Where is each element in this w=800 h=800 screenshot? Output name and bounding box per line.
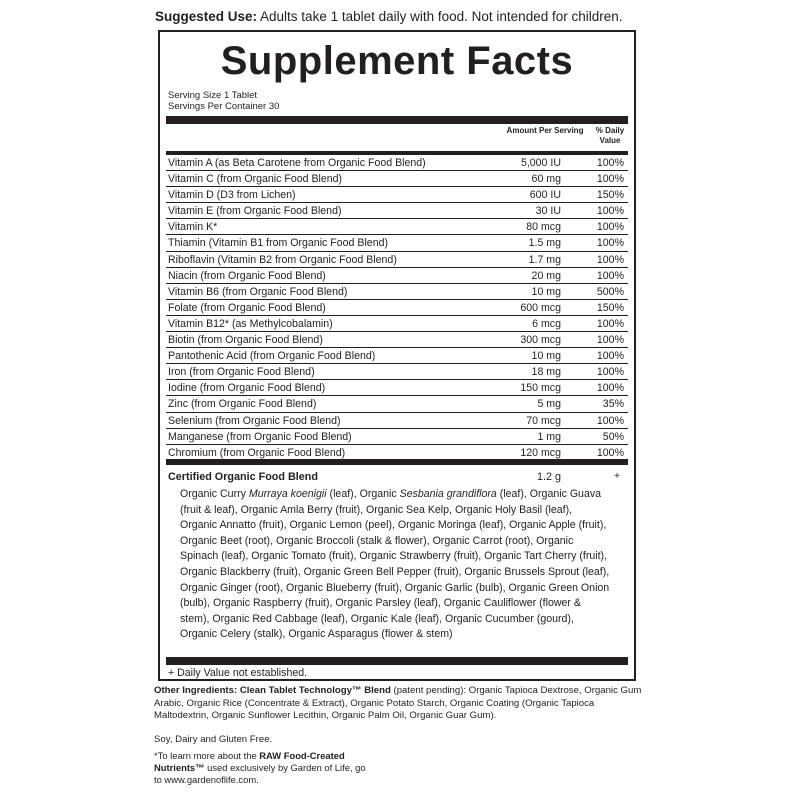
nutrient-name: Iodine (from Organic Food Blend) [168, 382, 326, 395]
nutrient-amount: 150 mcg [520, 382, 561, 395]
nutrient-daily-value: 100% [596, 317, 624, 330]
nutrient-amount: 1 mg [537, 430, 561, 443]
nutrient-amount: 30 IU [535, 205, 561, 218]
column-header-daily-value: % Daily Value [595, 126, 625, 145]
ingredient-text: (leaf), Organic Guava (fruit & leaf), Organic Amla Berry (fruit), Organic Sea Kelp, Organic Holy Basil (leaf), Organic Annatto (fruit), Organic Lemon (peel), Organic Moringa (leaf), Organic Apple (fruit), Organic Beet (root), Organic Broccoli (stalk & flower), Organic Carrot (root), Organic Spinach (leaf), Organic Tomato (fruit), Organic Strawberry (fruit), Organic Tart Cherry (fruit), Organic Blackberry (fruit), Organic Green Bell Pepper (fruit), Organic Brussels Sprout (leaf), Organic Ginger (root), Organic Blueberry (fruit), Organic Garlic (bulb), Organic Green Onion (bulb), Organic Raspberry (fruit), Organic Parsley (leaf), Organic Cauliflower (flower & stem), Organic Red Cabbage (leaf), Organic Kale (leaf), Organic Cucumber (gourd), Organic Celery (stalk), Organic Asparagus (flower & stem) [180, 488, 610, 641]
nutrient-row [166, 252, 628, 268]
blend-amount: 1.2 g [536, 471, 561, 483]
nutrient-name: Vitamin B6 (from Organic Food Blend) [168, 285, 348, 298]
nutrient-daily-value: 100% [596, 253, 624, 266]
serving-size: Serving Size 1 Tablet [168, 90, 258, 101]
ingredient-text: Organic Curry [180, 488, 249, 500]
nutrient-daily-value: 100% [596, 366, 624, 379]
other-ingredients [154, 685, 644, 723]
nutrient-row [166, 187, 628, 203]
nutrient-amount: 5 mg [537, 398, 561, 411]
allergen-statement: Soy, Dairy and Gluten Free. [154, 734, 273, 745]
nutrient-amount: 18 mg [531, 366, 561, 379]
nutrient-daily-value: 100% [596, 350, 624, 363]
learn-more-note [154, 750, 374, 786]
nutrient-name: Riboflavin (Vitamin B2 from Organic Food Blend) [168, 253, 397, 266]
daily-value-footnote: + Daily Value not established. [168, 667, 308, 679]
learn-more-suffix: used exclusively by Garden of Life, go to www.gardenoflife.com. [154, 762, 366, 785]
nutrient-amount: 5,000 IU [520, 157, 561, 169]
nutrient-name: Vitamin E (from Organic Food Blend) [168, 205, 342, 218]
nutrient-daily-value: 100% [596, 205, 624, 218]
nutrient-daily-value: 100% [596, 237, 624, 250]
panel-title: Supplement Facts [220, 39, 574, 83]
nutrient-daily-value: 35% [602, 398, 624, 411]
nutrient-daily-value: 100% [596, 334, 624, 347]
nutrient-daily-value: 100% [596, 269, 624, 282]
nutrient-amount: 80 mcg [526, 221, 561, 234]
nutrient-daily-value: 100% [596, 221, 624, 234]
servings-per-container: Servings Per Container 30 [168, 101, 280, 112]
nutrient-amount: 120 mcg [520, 446, 561, 459]
suggested-use [155, 8, 655, 26]
nutrient-row [166, 171, 628, 187]
nutrient-row [166, 364, 628, 380]
nutrient-daily-value: 100% [596, 173, 624, 186]
other-ingredients-label: Other Ingredients: Clean Tablet Technology™ Blend [154, 685, 391, 696]
nutrient-row [166, 268, 628, 284]
serving-info [168, 90, 279, 112]
other-ingredients-text: (patent pending): Organic Tapioca Dextrose, Organic Gum Arabic, Organic Rice (Concentrate & Extract), Organic Potato Starch, Organic Coating (Organic Tapioca Maltodextrin, Organic Sunflower Lecithin, Organic Palm Oil, Organic Guar Gum). [154, 685, 642, 721]
learn-more-prefix: *To learn more about the [154, 750, 260, 761]
nutrient-amount: 600 mcg [520, 301, 561, 314]
suggested-use-label: Suggested Use: [155, 9, 258, 24]
nutrient-amount: 6 mcg [532, 317, 561, 330]
nutrient-row [166, 413, 628, 429]
nutrient-name: Chromium (from Organic Food Blend) [168, 446, 346, 459]
nutrient-name: Folate (from Organic Food Blend) [168, 301, 326, 314]
blend-row [168, 469, 628, 485]
nutrient-row [166, 155, 628, 171]
nutrient-table [166, 155, 628, 461]
nutrient-name: Vitamin A (as Beta Carotene from Organic Food Blend) [168, 157, 426, 169]
column-header-amount: Amount Per Serving [506, 126, 584, 135]
supplement-facts-panel [158, 30, 636, 681]
nutrient-row [166, 429, 628, 445]
nutrient-row [166, 219, 628, 235]
nutrient-amount: 600 IU [529, 189, 561, 202]
nutrient-amount: 70 mcg [526, 414, 561, 427]
nutrient-row [166, 235, 628, 251]
nutrient-amount: 10 mg [531, 285, 561, 298]
nutrient-name: Iron (from Organic Food Blend) [168, 366, 315, 379]
nutrient-amount: 60 mg [531, 173, 561, 186]
nutrient-amount: 1.7 mg [528, 253, 561, 266]
nutrient-row [166, 348, 628, 364]
nutrient-amount: 20 mg [531, 269, 561, 282]
learn-more-bold: RAW Food-Created Nutrients™ [154, 750, 345, 773]
blend-ingredients [180, 487, 610, 643]
blend-daily-value: + [614, 471, 620, 482]
suggested-use-text: Adults take 1 tablet daily with food. Not intended for children. [257, 9, 623, 24]
divider-blend [166, 459, 628, 465]
nutrient-daily-value: 150% [596, 301, 624, 314]
nutrient-amount: 10 mg [531, 350, 561, 363]
nutrient-name: Manganese (from Organic Food Blend) [168, 430, 352, 443]
nutrient-daily-value: 150% [596, 189, 624, 202]
nutrient-daily-value: 100% [596, 157, 624, 169]
ingredient-text: (leaf), Organic [326, 488, 400, 500]
nutrient-name: Niacin (from Organic Food Blend) [168, 269, 326, 282]
nutrient-row [166, 380, 628, 396]
nutrient-row [166, 203, 628, 219]
nutrient-amount: 1.5 mg [528, 237, 561, 250]
divider-bottom [166, 657, 628, 665]
nutrient-row [166, 332, 628, 348]
divider-thick-top [166, 116, 628, 124]
nutrient-name: Vitamin K* [168, 221, 218, 234]
blend-name: Certified Organic Food Blend [168, 471, 318, 483]
nutrient-row [166, 300, 628, 316]
nutrient-name: Biotin (from Organic Food Blend) [168, 334, 323, 347]
nutrient-name: Zinc (from Organic Food Blend) [168, 398, 317, 411]
nutrient-row [166, 316, 628, 332]
nutrient-daily-value: 50% [602, 430, 624, 443]
nutrient-daily-value: 500% [596, 285, 624, 298]
nutrient-row [166, 284, 628, 300]
ingredient-botanical-name: Murraya koenigii [248, 488, 327, 500]
nutrient-name: Vitamin D (D3 from Lichen) [168, 189, 296, 202]
ingredient-botanical-name: Sesbania grandiflora [399, 488, 497, 500]
nutrient-amount: 300 mcg [520, 334, 561, 347]
nutrient-name: Pantothenic Acid (from Organic Food Blend) [168, 350, 376, 363]
nutrient-name: Vitamin C (from Organic Food Blend) [168, 173, 343, 186]
nutrient-daily-value: 100% [596, 446, 624, 459]
nutrient-daily-value: 100% [596, 414, 624, 427]
nutrient-name: Selenium (from Organic Food Blend) [168, 414, 341, 427]
nutrient-name: Thiamin (Vitamin B1 from Organic Food Blend) [168, 237, 389, 250]
nutrient-name: Vitamin B12* (as Methylcobalamin) [168, 317, 333, 330]
nutrient-daily-value: 100% [596, 382, 624, 395]
nutrient-row [166, 396, 628, 412]
